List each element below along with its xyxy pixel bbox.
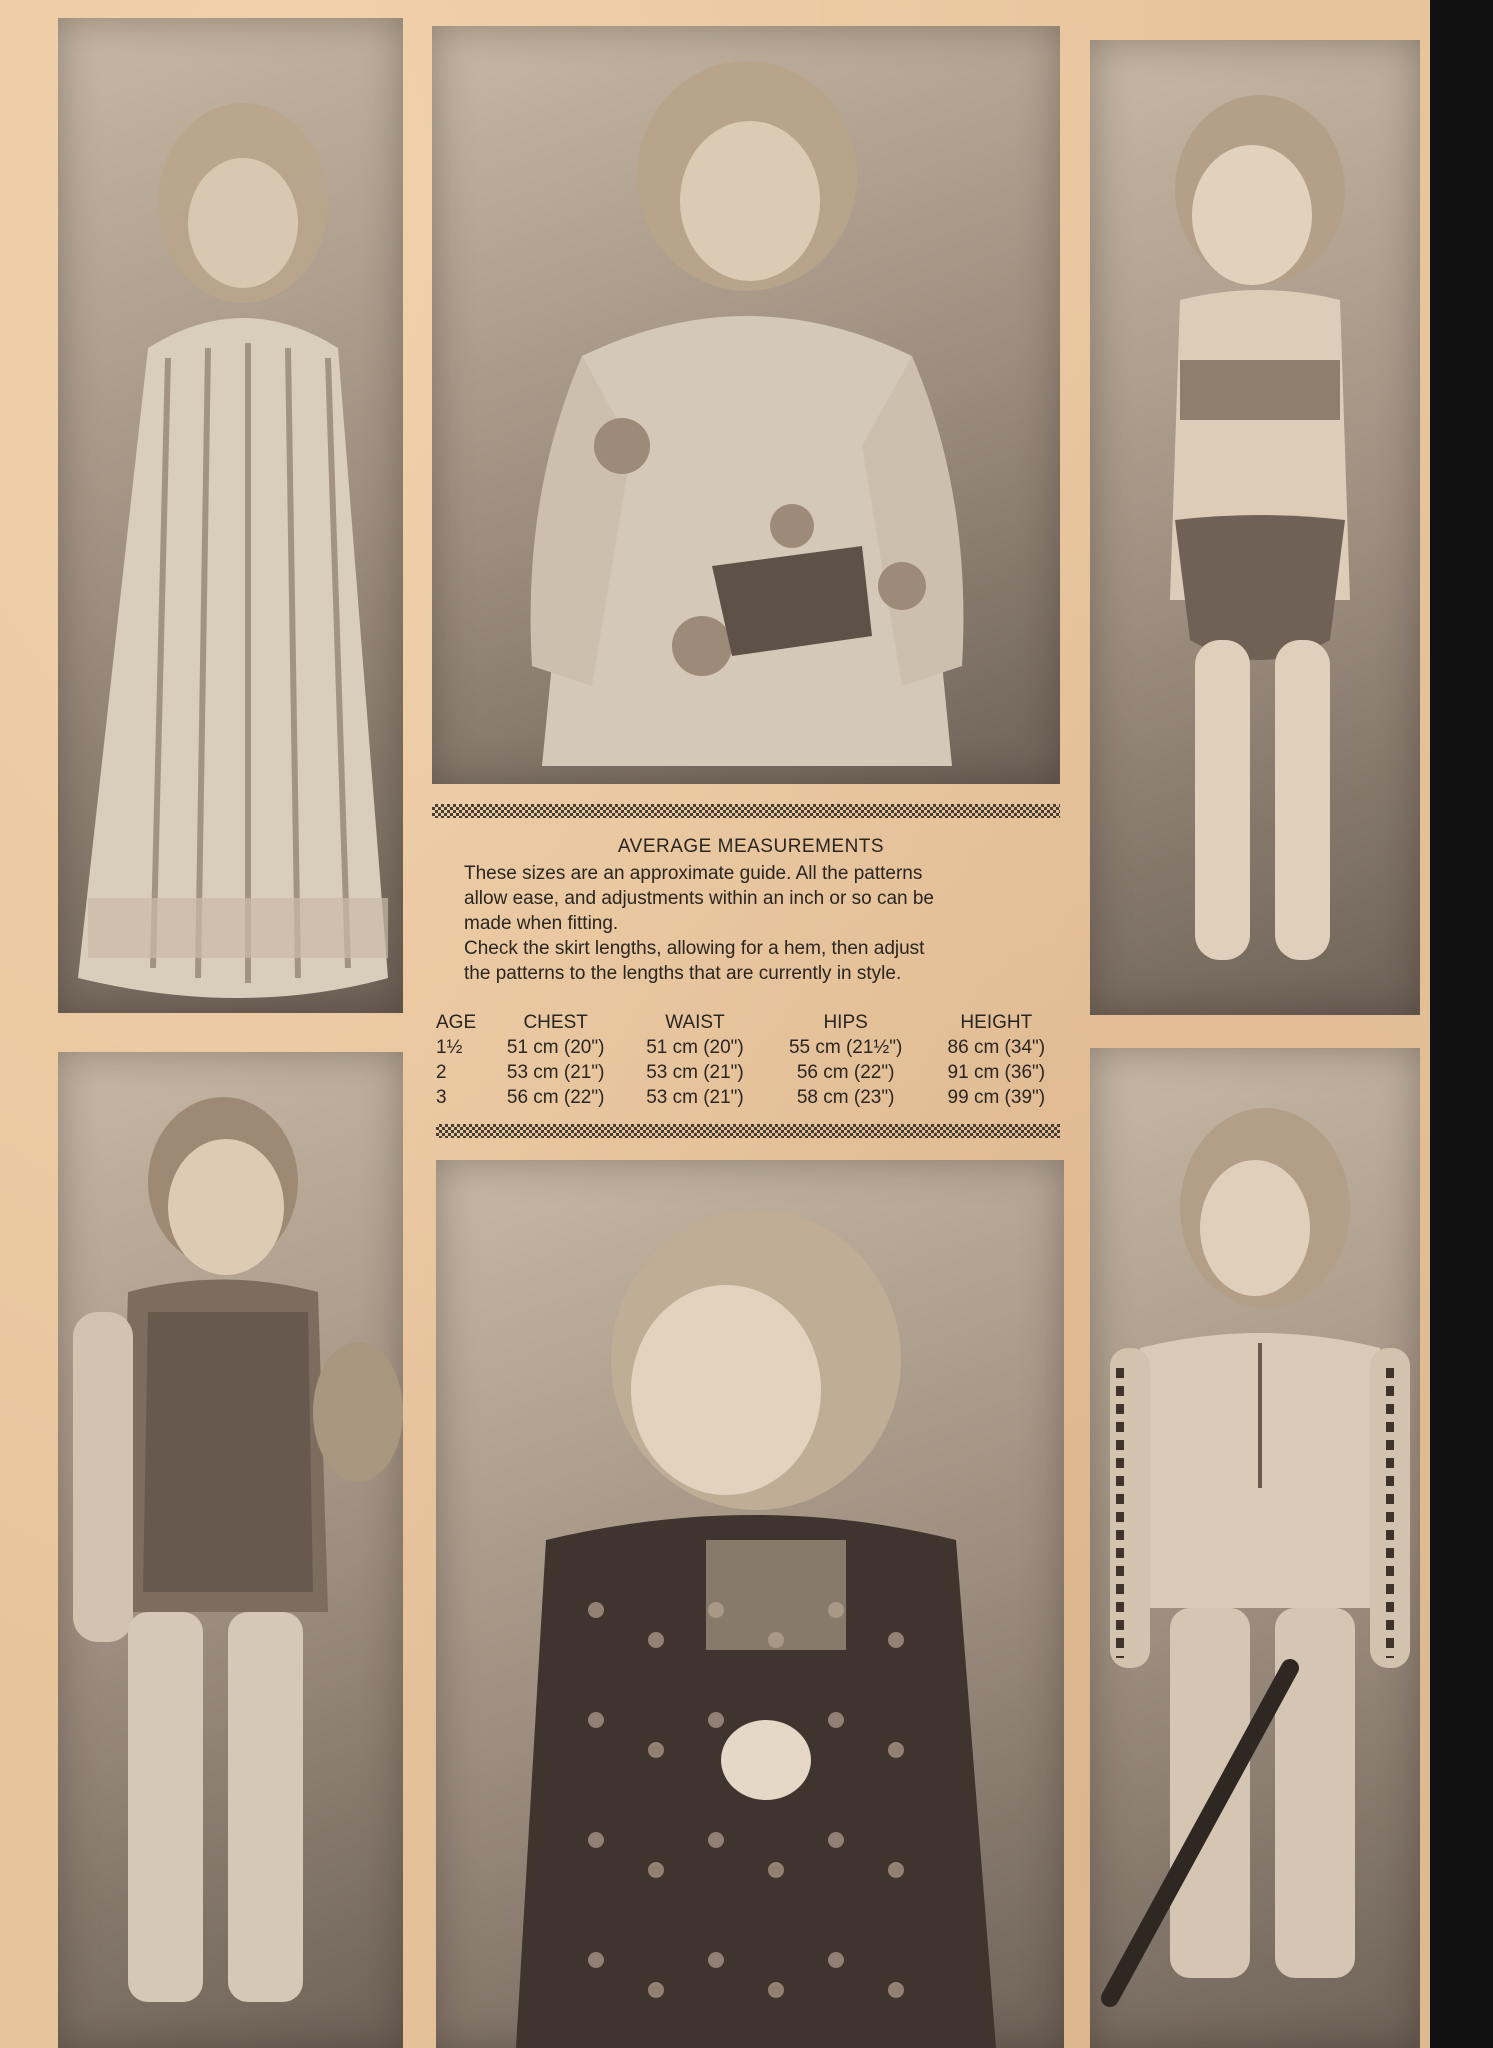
cell-height: 86 cm (34") xyxy=(947,1037,1046,1058)
cell-height: 91 cm (36") xyxy=(947,1062,1046,1083)
photo-top-center xyxy=(432,26,1060,784)
col-header-chest: CHEST xyxy=(523,1012,588,1033)
table-header-row xyxy=(436,1010,1066,1035)
info-line-2: allow ease, and adjustments within an inch or so can be xyxy=(464,888,934,909)
table-row xyxy=(436,1085,1066,1110)
table-row xyxy=(436,1060,1066,1085)
child-in-dress-photo xyxy=(436,1160,1064,2048)
cell-hips: 58 cm (23") xyxy=(796,1087,895,1108)
col-header-height: HEIGHT xyxy=(960,1012,1033,1033)
cell-waist: 51 cm (20") xyxy=(646,1037,744,1058)
child-in-long-dress-photo xyxy=(58,18,403,1013)
cell-age: 2 xyxy=(436,1062,447,1083)
info-line-5: the patterns to the lengths that are currently in style. xyxy=(464,963,902,984)
cell-chest: 56 cm (22") xyxy=(506,1087,605,1108)
photo-top-right xyxy=(1090,40,1420,1015)
photo-top-left xyxy=(58,18,403,1013)
checker-divider-top xyxy=(432,804,1060,818)
cell-age: 1½ xyxy=(436,1037,463,1058)
cell-age: 3 xyxy=(436,1087,447,1108)
child-in-swimsuit-photo xyxy=(1090,40,1420,1015)
photo-bottom-right xyxy=(1090,1048,1420,2048)
photo-bottom-left xyxy=(58,1052,403,2048)
cell-hips: 55 cm (21½") xyxy=(788,1037,903,1058)
cell-waist: 53 cm (21") xyxy=(646,1062,744,1083)
info-line-4: Check the skirt lengths, allowing for a hem, then adjust xyxy=(464,938,925,959)
cell-chest: 53 cm (21") xyxy=(506,1062,605,1083)
boy-in-tunic-photo xyxy=(58,1052,403,2048)
measurements-info xyxy=(436,834,1066,986)
child-in-smock-photo xyxy=(432,26,1060,784)
info-line-1: These sizes are an approximate guide. All the patterns xyxy=(464,863,923,884)
col-header-age: AGE xyxy=(436,1012,477,1033)
measurements-title: AVERAGE MEASUREMENTS xyxy=(617,836,885,857)
child-in-tracksuit-photo xyxy=(1090,1048,1420,2048)
photo-bottom-center xyxy=(436,1160,1064,2048)
checker-divider-bottom xyxy=(436,1124,1060,1138)
cell-waist: 53 cm (21") xyxy=(646,1087,744,1108)
info-line-3: made when fitting. xyxy=(464,913,619,934)
col-header-hips: HIPS xyxy=(823,1012,868,1033)
cell-height: 99 cm (39") xyxy=(947,1087,1046,1108)
table-row xyxy=(436,1035,1066,1060)
cell-chest: 51 cm (20") xyxy=(506,1037,605,1058)
col-header-waist: WAIST xyxy=(665,1012,725,1033)
cell-hips: 56 cm (22") xyxy=(796,1062,895,1083)
measurements-table xyxy=(436,1010,1066,1110)
